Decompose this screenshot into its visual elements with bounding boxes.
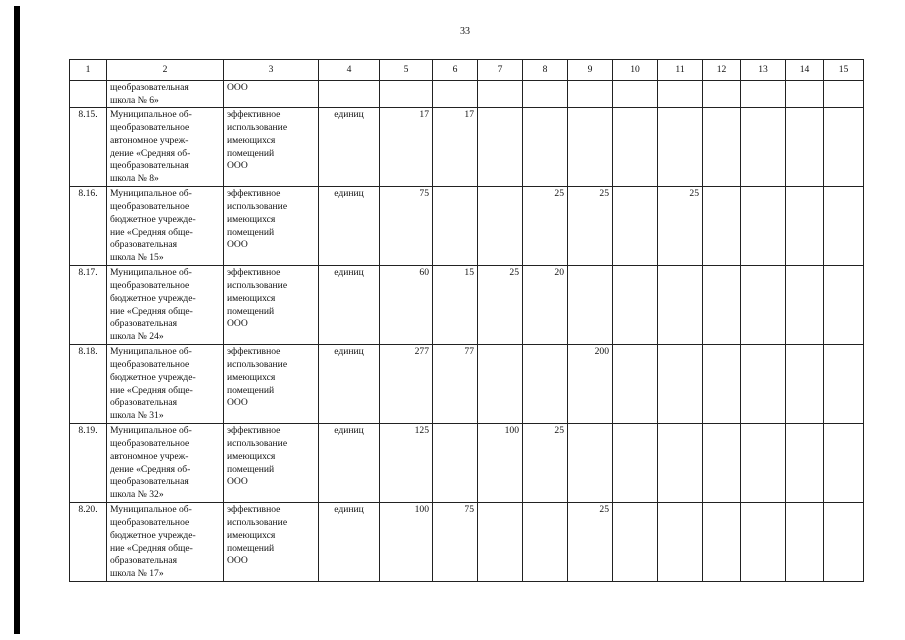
value-cell — [568, 266, 613, 345]
page-number: 33 — [460, 26, 470, 37]
value-cell: 25 — [523, 187, 568, 266]
indicator-cell — [224, 81, 319, 108]
column-header: 1 — [70, 60, 107, 81]
unit-cell: единиц — [319, 187, 380, 266]
value-cell: 25 — [568, 187, 613, 266]
institution-name-line: образовательная — [110, 555, 178, 567]
indicator-line: эффективное — [227, 346, 281, 358]
value-cell — [786, 108, 824, 187]
value-cell — [703, 108, 741, 187]
value-cell: 75 — [380, 187, 433, 266]
value-cell — [613, 424, 658, 503]
indicator-line: эффективное — [227, 267, 281, 279]
institution-name-line: щеобразовательное — [110, 201, 190, 213]
value-cell: 17 — [433, 108, 478, 187]
indicator-line: эффективное — [227, 188, 281, 200]
unit-cell: единиц — [319, 424, 380, 503]
value-cell — [568, 108, 613, 187]
institution-name-line: щеобразовательное — [110, 122, 190, 134]
institution-name-line: ние «Средняя обще- — [110, 305, 193, 317]
institution-name-line: школа № 15» — [110, 251, 164, 263]
value-cell — [613, 345, 658, 424]
row-number-cell: 8.15. — [70, 108, 107, 187]
value-cell: 20 — [523, 266, 568, 345]
value-cell — [824, 187, 864, 266]
indicator-line: имеющихся — [227, 292, 276, 304]
value-cell — [433, 81, 478, 108]
value-cell — [568, 81, 613, 108]
value-cell — [380, 81, 433, 108]
value-cell — [824, 424, 864, 503]
institution-name-line: Муниципальное об- — [110, 109, 192, 121]
institution-name-cell — [107, 108, 224, 187]
institution-name-line: Муниципальное об- — [110, 267, 192, 279]
column-header: 7 — [478, 60, 523, 81]
indicator-line: использование — [227, 517, 288, 529]
value-cell — [824, 108, 864, 187]
institution-name-line: ние «Средняя обще- — [110, 384, 193, 396]
value-cell: 25 — [568, 503, 613, 581]
value-cell: 277 — [380, 345, 433, 424]
institution-name-cell — [107, 266, 224, 345]
indicator-line: использование — [227, 201, 288, 213]
value-cell: 77 — [433, 345, 478, 424]
value-cell — [786, 266, 824, 345]
institution-name-line: бюджетное учрежде- — [110, 371, 196, 383]
unit-cell: единиц — [319, 108, 380, 187]
indicator-line: эффективное — [227, 425, 281, 437]
value-cell — [478, 187, 523, 266]
value-cell — [523, 503, 568, 581]
column-header: 12 — [703, 60, 741, 81]
column-header: 14 — [786, 60, 824, 81]
value-cell: 100 — [380, 503, 433, 581]
indicator-cell — [224, 266, 319, 345]
institution-name-line: щеобразовательная — [110, 160, 189, 172]
row-number-cell — [70, 81, 107, 108]
institution-name-line: бюджетное учрежде- — [110, 529, 196, 541]
institution-name-line: ние «Средняя обще- — [110, 542, 193, 554]
value-cell — [824, 345, 864, 424]
institution-name-line: Муниципальное об- — [110, 188, 192, 200]
institution-name-cell — [107, 503, 224, 581]
value-cell: 25 — [523, 424, 568, 503]
institution-name-line: автономное учреж- — [110, 134, 189, 146]
value-cell — [824, 81, 864, 108]
value-cell — [703, 345, 741, 424]
value-cell — [741, 503, 786, 581]
indicator-line: использование — [227, 280, 288, 292]
column-header: 3 — [224, 60, 319, 81]
row-number-cell: 8.18. — [70, 345, 107, 424]
indicator-line: имеющихся — [227, 134, 276, 146]
table-header-row — [70, 60, 864, 81]
institution-name-cell — [107, 187, 224, 266]
indicator-cell — [224, 108, 319, 187]
institution-name-line: дение «Средняя об- — [110, 463, 191, 475]
institution-name-line: бюджетное учрежде- — [110, 213, 196, 225]
value-cell — [613, 187, 658, 266]
indicator-line: ООО — [227, 397, 248, 409]
value-cell — [741, 108, 786, 187]
value-cell — [433, 424, 478, 503]
institution-name-cell — [107, 81, 224, 108]
unit-cell: единиц — [319, 266, 380, 345]
unit-cell — [319, 81, 380, 108]
indicator-line: помещений — [227, 147, 275, 159]
institution-name-line: щеобразовательное — [110, 517, 190, 529]
institution-name-line: школа № 24» — [110, 330, 164, 342]
indicator-line: помещений — [227, 226, 275, 238]
value-cell — [613, 108, 658, 187]
institution-name-line: школа № 32» — [110, 488, 164, 500]
value-cell — [703, 187, 741, 266]
indicator-line: ООО — [227, 160, 248, 172]
value-cell — [658, 503, 703, 581]
value-cell — [433, 187, 478, 266]
institution-name-line: Муниципальное об- — [110, 425, 192, 437]
value-cell — [741, 81, 786, 108]
value-cell — [658, 81, 703, 108]
institution-name-line: щеобразовательное — [110, 359, 190, 371]
institution-name-line: школа № 8» — [110, 172, 159, 184]
table-row — [70, 266, 864, 345]
value-cell — [613, 81, 658, 108]
value-cell — [703, 266, 741, 345]
value-cell: 17 — [380, 108, 433, 187]
column-header: 8 — [523, 60, 568, 81]
binding-edge-bar — [14, 6, 20, 634]
value-cell — [478, 81, 523, 108]
indicator-line: помещений — [227, 542, 275, 554]
value-cell: 15 — [433, 266, 478, 345]
value-cell — [613, 266, 658, 345]
value-cell — [613, 503, 658, 581]
institution-name-line: бюджетное учрежде- — [110, 292, 196, 304]
institution-name-cell — [107, 345, 224, 424]
value-cell — [786, 503, 824, 581]
value-cell — [824, 266, 864, 345]
value-cell — [786, 424, 824, 503]
institution-name-line: образовательная — [110, 239, 178, 251]
value-cell — [478, 503, 523, 581]
value-cell — [741, 424, 786, 503]
value-cell — [658, 424, 703, 503]
value-cell — [741, 266, 786, 345]
institution-name-line: автономное учреж- — [110, 450, 189, 462]
value-cell — [478, 108, 523, 187]
indicator-line: эффективное — [227, 109, 281, 121]
indicator-line: ООО — [227, 239, 248, 251]
value-cell — [703, 503, 741, 581]
indicator-line: ООО — [227, 82, 248, 93]
institution-name-line: щеобразовательная — [110, 476, 189, 488]
value-cell — [741, 187, 786, 266]
table-row — [70, 424, 864, 503]
institution-name-line: Муниципальное об- — [110, 346, 192, 358]
indicator-line: имеющихся — [227, 213, 276, 225]
value-cell — [786, 81, 824, 108]
value-cell — [741, 345, 786, 424]
value-cell — [786, 345, 824, 424]
column-header: 2 — [107, 60, 224, 81]
column-header: 6 — [433, 60, 478, 81]
value-cell — [523, 345, 568, 424]
indicator-line: ООО — [227, 476, 248, 488]
value-cell — [568, 424, 613, 503]
column-header: 4 — [319, 60, 380, 81]
indicator-line: имеющихся — [227, 371, 276, 383]
table-row — [70, 503, 864, 581]
indicator-line: имеющихся — [227, 529, 276, 541]
value-cell: 125 — [380, 424, 433, 503]
value-cell: 100 — [478, 424, 523, 503]
indicator-cell — [224, 345, 319, 424]
column-header: 15 — [824, 60, 864, 81]
institution-name-line: школа № 6» — [110, 94, 159, 106]
value-cell — [786, 187, 824, 266]
indicator-line: ООО — [227, 318, 248, 330]
institution-name-line: ние «Средняя обще- — [110, 226, 193, 238]
institution-name-line: щеобразовательная — [110, 82, 189, 93]
row-number-cell: 8.19. — [70, 424, 107, 503]
value-cell: 200 — [568, 345, 613, 424]
row-number-cell: 8.16. — [70, 187, 107, 266]
value-cell — [703, 81, 741, 108]
institution-name-line: Муниципальное об- — [110, 504, 192, 516]
value-cell: 75 — [433, 503, 478, 581]
indicator-cell — [224, 424, 319, 503]
value-cell — [523, 81, 568, 108]
indicator-line: эффективное — [227, 504, 281, 516]
value-cell: 60 — [380, 266, 433, 345]
value-cell — [658, 108, 703, 187]
value-cell — [523, 108, 568, 187]
unit-cell: единиц — [319, 345, 380, 424]
value-cell — [703, 424, 741, 503]
indicator-line: использование — [227, 122, 288, 134]
value-cell — [658, 345, 703, 424]
row-number-cell: 8.17. — [70, 266, 107, 345]
indicator-line: использование — [227, 359, 288, 371]
institution-name-line: дение «Средняя об- — [110, 147, 191, 159]
indicator-line: помещений — [227, 463, 275, 475]
value-cell — [658, 266, 703, 345]
column-header: 5 — [380, 60, 433, 81]
value-cell — [478, 345, 523, 424]
column-header: 11 — [658, 60, 703, 81]
institution-name-line: школа № 17» — [110, 567, 164, 579]
table-row — [70, 108, 864, 187]
indicator-line: помещений — [227, 305, 275, 317]
institution-name-line: щеобразовательное — [110, 280, 190, 292]
data-table — [69, 59, 864, 582]
value-cell — [824, 503, 864, 581]
value-cell: 25 — [658, 187, 703, 266]
indicator-line: имеющихся — [227, 450, 276, 462]
institution-name-line: школа № 31» — [110, 409, 164, 421]
column-header: 13 — [741, 60, 786, 81]
table-row — [70, 345, 864, 424]
value-cell: 25 — [478, 266, 523, 345]
institution-name-line: образовательная — [110, 397, 178, 409]
continuation-row — [70, 81, 864, 108]
column-header: 10 — [613, 60, 658, 81]
institution-name-line: щеобразовательное — [110, 438, 190, 450]
unit-cell: единиц — [319, 503, 380, 581]
table-row — [70, 187, 864, 266]
institution-name-cell — [107, 424, 224, 503]
column-header: 9 — [568, 60, 613, 81]
indicator-line: ООО — [227, 555, 248, 567]
row-number-cell: 8.20. — [70, 503, 107, 581]
indicator-cell — [224, 187, 319, 266]
indicator-line: использование — [227, 438, 288, 450]
indicator-cell — [224, 503, 319, 581]
institution-name-line: образовательная — [110, 318, 178, 330]
indicator-line: помещений — [227, 384, 275, 396]
